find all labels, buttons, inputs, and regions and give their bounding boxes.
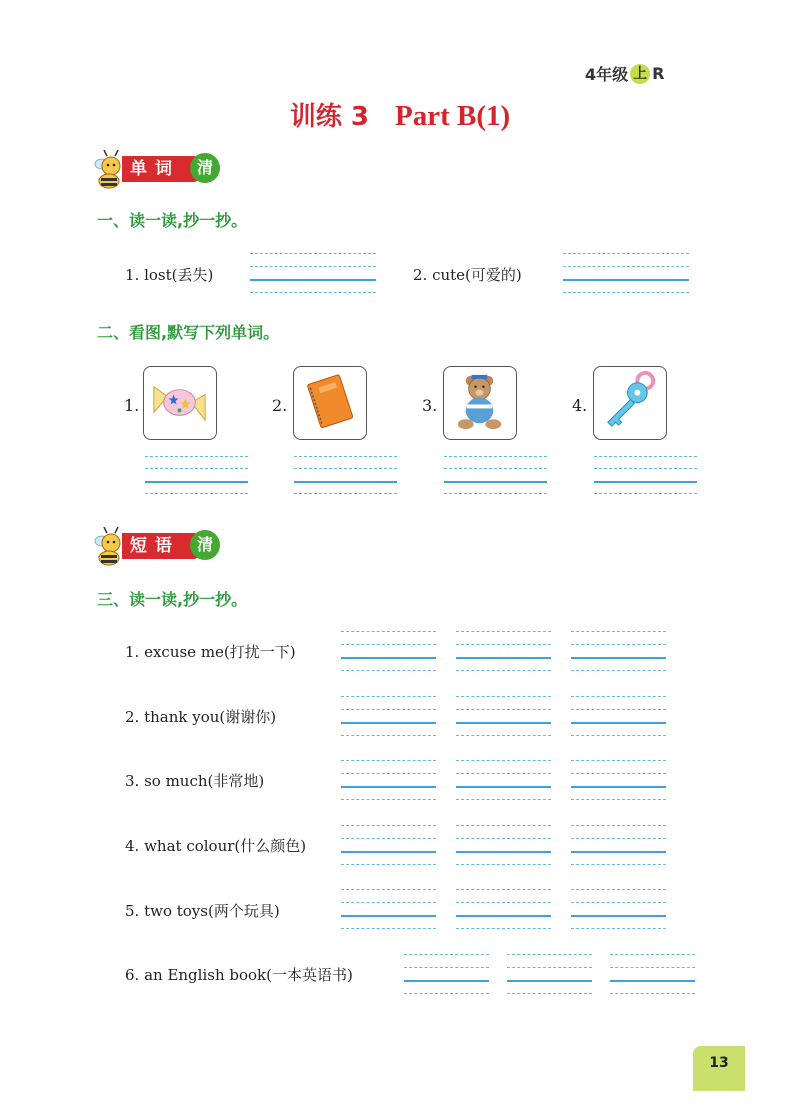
writing-lines[interactable] [294,456,397,496]
phrase-item: 2. thank you(谢谢你) [125,708,277,726]
writing-lines[interactable] [507,954,592,994]
section-two-title: 二、看图,默写下列单词。 [97,323,280,342]
phrases-badge-label: 短语 [122,533,198,559]
writing-lines[interactable] [571,631,666,671]
writing-lines[interactable] [444,456,547,496]
writing-lines[interactable] [456,889,551,929]
writing-lines[interactable] [456,696,551,736]
picture-number: 3. [422,396,438,415]
picture-frame [293,366,367,440]
writing-lines[interactable] [145,456,248,496]
phrase-item: 3. so much(非常地) [125,772,265,790]
leaf-icon: 清 [190,153,220,183]
picture-frame [443,366,517,440]
phrase-item: 1. excuse me(打扰一下) [125,643,296,661]
writing-lines[interactable] [456,760,551,800]
grade-term-circle: 上 [630,64,650,84]
writing-lines[interactable] [563,253,689,293]
writing-lines[interactable] [610,954,695,994]
words-badge-label: 单词 [122,156,198,182]
page-title [0,96,800,133]
word-item: 2. cute(可爱的) [413,266,522,284]
page-number: 13 [693,1046,745,1091]
title-en: Part B(1) [395,100,511,132]
picture-frame [593,366,667,440]
section-one-title: 一、读一读,抄一抄。 [97,211,248,230]
picture-number: 4. [572,396,588,415]
writing-lines[interactable] [571,760,666,800]
picture-frame [143,366,217,440]
leaf-icon: 清 [190,530,220,560]
writing-lines[interactable] [571,825,666,865]
phrase-item: 5. two toys(两个玩具) [125,902,280,920]
writing-lines[interactable] [571,889,666,929]
phrases-badge [94,527,224,561]
grade-prefix: 4年级 [585,65,629,84]
section-three-title: 三、读一读,抄一抄。 [97,590,248,609]
words-badge [94,150,224,184]
key-icon [594,367,665,438]
notebook-icon [294,367,365,438]
writing-lines[interactable] [594,456,697,496]
writing-lines[interactable] [250,253,376,293]
writing-lines[interactable] [341,631,436,671]
grade-suffix: R [652,64,665,83]
writing-lines[interactable] [404,954,489,994]
picture-number: 1. [124,396,140,415]
picture-number: 2. [272,396,288,415]
writing-lines[interactable] [341,696,436,736]
writing-lines[interactable] [341,760,436,800]
writing-lines[interactable] [341,825,436,865]
title-cn: 训练 3 [289,102,369,132]
candy-icon [144,367,215,438]
writing-lines[interactable] [456,631,551,671]
teddy-bear-icon [444,367,515,438]
grade-label [585,62,664,85]
writing-lines[interactable] [456,825,551,865]
writing-lines[interactable] [571,696,666,736]
phrase-item: 4. what colour(什么颜色) [125,837,307,855]
word-item: 1. lost(丢失) [125,266,214,284]
phrase-item: 6. an English book(一本英语书) [125,966,353,984]
writing-lines[interactable] [341,889,436,929]
